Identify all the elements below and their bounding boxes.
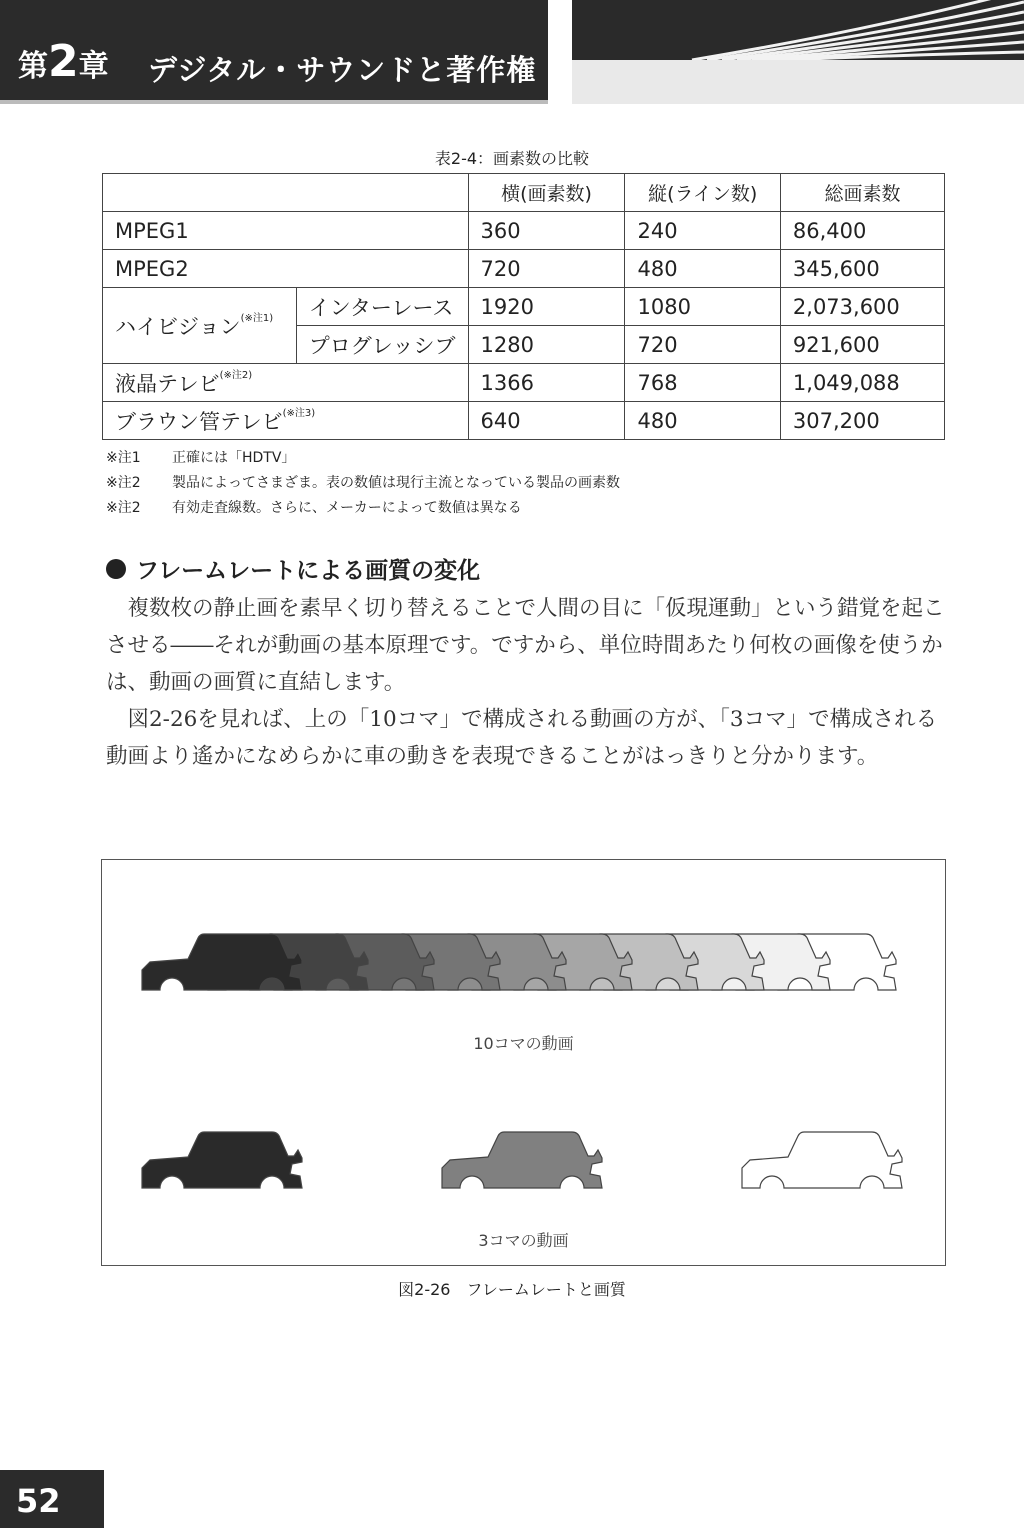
table-header-empty xyxy=(103,174,469,212)
table-row xyxy=(103,212,945,250)
footnote-ref: (※注1) xyxy=(240,312,274,324)
table-notes xyxy=(106,446,620,521)
row-name xyxy=(103,288,297,364)
bullet-icon xyxy=(106,559,126,579)
paragraph: 図2-26を見れば、上の「10コマ」で構成される動画の方が、「3コマ」で構成される動画より遙かになめらかに車の動きを表現できることがはっきりと分かります。 xyxy=(106,707,938,769)
page-number: 52 xyxy=(16,1482,61,1520)
car-frame xyxy=(442,1132,602,1188)
car-frame xyxy=(742,1132,902,1188)
section-heading-text: フレームレートによる画質の変化 xyxy=(136,558,481,584)
cell-vertical: 480 xyxy=(625,402,780,440)
chapter-title-shadow xyxy=(0,100,548,104)
body-text xyxy=(106,590,946,775)
note-text: 正確には「HDTV」 xyxy=(172,450,296,466)
label-3-frames: 3コマの動画 xyxy=(478,1231,569,1250)
cell-total: 345,600 xyxy=(780,250,944,288)
cell-vertical: 720 xyxy=(625,326,780,364)
table-header-horizontal: 横(画素数) xyxy=(468,174,625,212)
table-row xyxy=(103,402,945,440)
row-subname: インターレース xyxy=(296,288,468,326)
note-item xyxy=(106,471,620,496)
label-10-frames: 10コマの動画 xyxy=(473,1034,574,1053)
cell-horizontal: 1280 xyxy=(468,326,625,364)
row-name xyxy=(103,364,469,402)
chapter-prefix: 第 xyxy=(18,49,48,84)
table-header-row xyxy=(103,174,945,212)
pixel-comparison-table xyxy=(102,173,945,440)
row-name-text: ハイビジョン xyxy=(115,314,241,339)
note-mark: ※注1 xyxy=(106,450,141,466)
note-mark: ※注2 xyxy=(106,475,141,491)
row-name: MPEG2 xyxy=(103,250,469,288)
cell-total: 2,073,600 xyxy=(780,288,944,326)
frames-10-row xyxy=(142,934,896,990)
note-item xyxy=(106,496,620,521)
table-caption: 表2-4：画素数の比較 xyxy=(434,149,590,168)
paragraph: 複数枚の静止画を素早く切り替えることで人間の目に「仮現運動」という錯覚を起こさせる――それが動画の基本原理です。ですから、単位時間あたり何枚の画像を使うかは、動画の画質に直結します。 xyxy=(106,596,945,695)
chapter-header xyxy=(0,0,1024,104)
section-heading xyxy=(106,552,480,585)
frames-3-row xyxy=(142,1132,902,1188)
cell-horizontal: 360 xyxy=(468,212,625,250)
table-header-vertical: 縦(ライン数) xyxy=(625,174,780,212)
figure-caption: 図2-26 フレームレートと画質 xyxy=(398,1280,626,1299)
header-stripe-shade xyxy=(572,60,1024,104)
cell-vertical: 768 xyxy=(625,364,780,402)
table-row xyxy=(103,250,945,288)
table-row xyxy=(103,364,945,402)
cell-total: 86,400 xyxy=(780,212,944,250)
cell-horizontal: 640 xyxy=(468,402,625,440)
row-subname: プログレッシブ xyxy=(296,326,468,364)
header-stripe-decoration xyxy=(572,0,1024,60)
footnote-ref: (※注3) xyxy=(282,407,316,419)
table-header-total: 総画素数 xyxy=(780,174,944,212)
cell-horizontal: 1366 xyxy=(468,364,625,402)
chapter-suffix: 章 xyxy=(78,49,109,84)
note-mark: ※注2 xyxy=(106,500,141,516)
note-text: 製品によってさまざま。表の数値は現行主流となっている製品の画素数 xyxy=(172,475,620,491)
cell-horizontal: 1920 xyxy=(468,288,625,326)
chapter-number: 2 xyxy=(48,36,79,87)
note-item xyxy=(106,446,620,471)
cell-vertical: 1080 xyxy=(625,288,780,326)
cell-total: 307,200 xyxy=(780,402,944,440)
car-frame xyxy=(142,1132,302,1188)
figure-frame-rate xyxy=(101,859,946,1266)
cell-vertical: 240 xyxy=(625,212,780,250)
cell-horizontal: 720 xyxy=(468,250,625,288)
row-name xyxy=(103,402,469,440)
note-text: 有効走査線数。さらに、メーカーによって数値は異なる xyxy=(172,500,522,516)
chapter-title: デジタル・サウンドと著作権 xyxy=(148,53,537,87)
cell-total: 1,049,088 xyxy=(780,364,944,402)
car-frames-illustration xyxy=(102,860,945,1265)
footnote-ref: (※注2) xyxy=(219,369,253,381)
row-name-text: 液晶テレビ xyxy=(115,371,220,396)
page-number-box xyxy=(0,1470,104,1528)
row-name: MPEG1 xyxy=(103,212,469,250)
cell-total: 921,600 xyxy=(780,326,944,364)
table-row xyxy=(103,288,945,326)
row-name-text: ブラウン管テレビ xyxy=(115,409,283,434)
chapter-label xyxy=(18,36,109,87)
cell-vertical: 480 xyxy=(625,250,780,288)
